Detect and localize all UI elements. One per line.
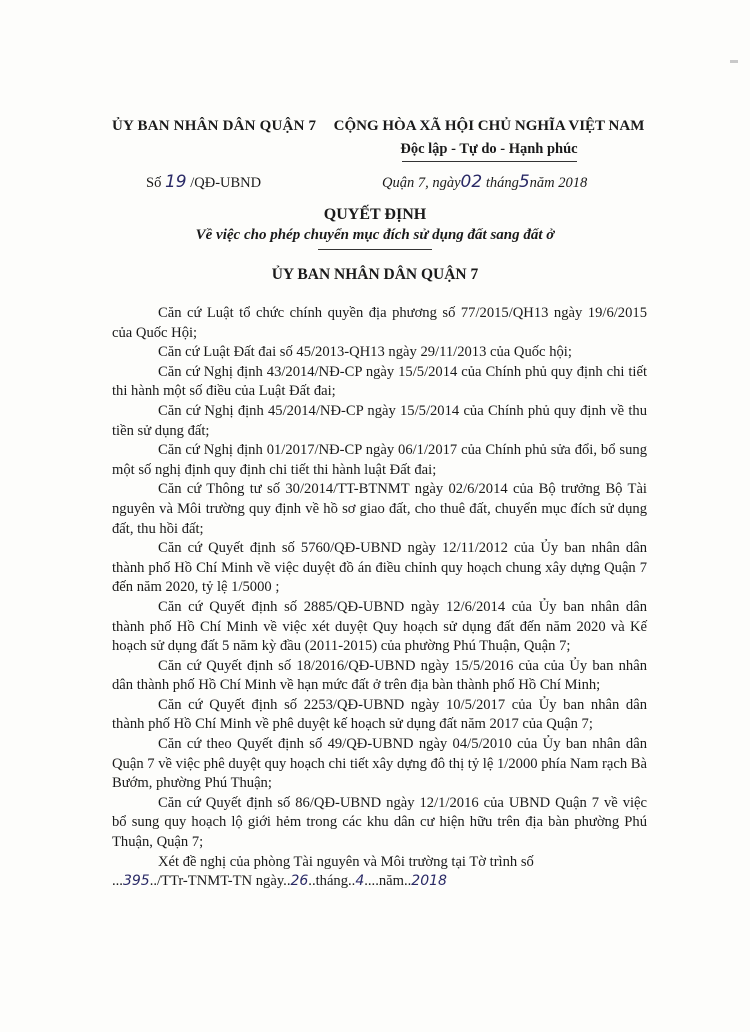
date-month: 5: [518, 172, 530, 192]
paragraph: Xét đề nghị của phòng Tài nguyên và Môi trường tại Tờ trình số: [158, 853, 534, 870]
issue-date: [382, 172, 587, 192]
reference-number: [146, 172, 261, 192]
fill-dots: ...: [112, 873, 123, 890]
ref-prefix: Số: [146, 175, 162, 191]
submission-year: 2018: [411, 873, 447, 890]
fill-text: ..tháng..: [308, 873, 356, 890]
paragraph: Căn cứ Luật Đất đai số 45/2013-QH13 ngày 29/11/2013 của Quốc hội;: [158, 344, 572, 361]
document-title: QUYẾT ĐỊNH: [323, 206, 427, 223]
paragraph: Căn cứ Nghị định 01/2017/NĐ-CP ngày 06/1/2017 của Chính phủ sửa đổi, bổ sung một số nghị định quy định chi tiết thi hành luật Đất đai;: [112, 442, 647, 478]
fill-text: ....năm..: [364, 873, 412, 890]
fill-text: ../TTr-TNMT-TN ngày..: [149, 873, 291, 890]
subtitle-underline: [318, 249, 432, 250]
agency-name: ỦY BAN NHÂN DÂN QUẬN 7: [112, 118, 317, 134]
nation-name: CỘNG HÒA XÃ HỘI CHỦ NGHĨA VIỆT NAM: [333, 118, 645, 134]
document-body: [112, 304, 647, 892]
paragraph: Căn cứ Quyết định số 2253/QĐ-UBND ngày 10/5/2017 của Ủy ban nhân dân thành phố Hồ Chí Minh về phê duyệt kế hoạch sử dụng đất năm 2017 của Quận 7;: [112, 696, 647, 733]
submission-reference: [112, 872, 647, 892]
paragraph: Căn cứ Nghị định 45/2014/NĐ-CP ngày 15/5/2014 của Chính phủ quy định về thu tiền sử dụng đất;: [112, 402, 647, 439]
date-day: 02: [460, 172, 483, 192]
paragraph: Căn cứ theo Quyết định số 49/QĐ-UBND ngày 04/5/2010 của Ủy ban nhân dân Quận 7 về việc phê duyệt quy hoạch chi tiết xây dựng đô thị tỷ lệ 1/2000 phía Nam rạch Bà Bướm, phường Phú Thuận;: [112, 736, 647, 792]
paragraph: Căn cứ Thông tư số 30/2014/TT-BTNMT ngày 02/6/2014 của Bộ trưởng Bộ Tài nguyên và Môi trường quy định về hồ sơ giao đất, cho thuê đất, chuyển mục đích sử dụng đất, thu hồi đất;: [112, 481, 647, 537]
date-year: năm 2018: [529, 175, 588, 191]
submission-number: 395: [122, 873, 150, 890]
paragraph: Căn cứ Quyết định số 18/2016/QĐ-UBND ngày 15/5/2016 của của Ủy ban nhân dân thành phố Hồ Chí Minh về hạn mức đất ở trên địa bàn thành phố Hồ Chí Minh;: [112, 657, 647, 694]
paragraph: Căn cứ Quyết định số 2885/QĐ-UBND ngày 12/6/2014 của Ủy ban nhân dân thành phố Hồ Chí Minh về việc xét duyệt Quy hoạch sử dụng đất đến năm 2020 và Kế hoạch sử dụng đất 5 năm kỳ đầu (2011-2015) của phường Phú Thuận, Quận 7;: [112, 598, 647, 655]
paragraph: Căn cứ Quyết định số 5760/QĐ-UBND ngày 12/11/2012 của Ủy ban nhân dân thành phố Hồ Chí Minh về việc duyệt đồ án điều chỉnh quy hoạch chung xây dựng Quận 7 đến năm 2020, tỷ lệ 1/5000 ;: [112, 540, 647, 596]
ref-number: 19: [164, 172, 187, 192]
ref-suffix: /QĐ-UBND: [190, 175, 262, 191]
submission-day: 26: [290, 873, 309, 890]
paragraph: Căn cứ Luật tổ chức chính quyền địa phương số 77/2015/QH13 ngày 19/6/2015 của Quốc Hội;: [112, 305, 647, 341]
paragraph: Căn cứ Nghị định 43/2014/NĐ-CP ngày 15/5/2014 của Chính phủ quy định chi tiết thi hành một số điều của Luật Đất đai;: [112, 363, 647, 400]
submission-month: 4: [355, 873, 365, 890]
paragraph: Căn cứ Quyết định số 86/QĐ-UBND ngày 12/1/2016 của UBND Quận 7 về việc bổ sung quy hoạch lộ giới hẻm trong các khu dân cư hiện hữu trên địa bàn phường Phú Thuận, Quận 7;: [112, 794, 647, 851]
motto: Độc lập - Tự do - Hạnh phúc: [400, 141, 578, 157]
national-header: [330, 118, 648, 162]
motto-underline: [402, 161, 577, 162]
date-month-label: tháng: [485, 175, 519, 191]
scan-mark: [730, 60, 738, 63]
date-place: Quận 7, ngày: [382, 175, 461, 191]
issuing-authority: ỦY BAN NHÂN DÂN QUẬN 7: [271, 266, 479, 283]
document-subtitle: Về việc cho phép chuyển mục đích sử dụng đất sang đất ở: [195, 227, 555, 243]
